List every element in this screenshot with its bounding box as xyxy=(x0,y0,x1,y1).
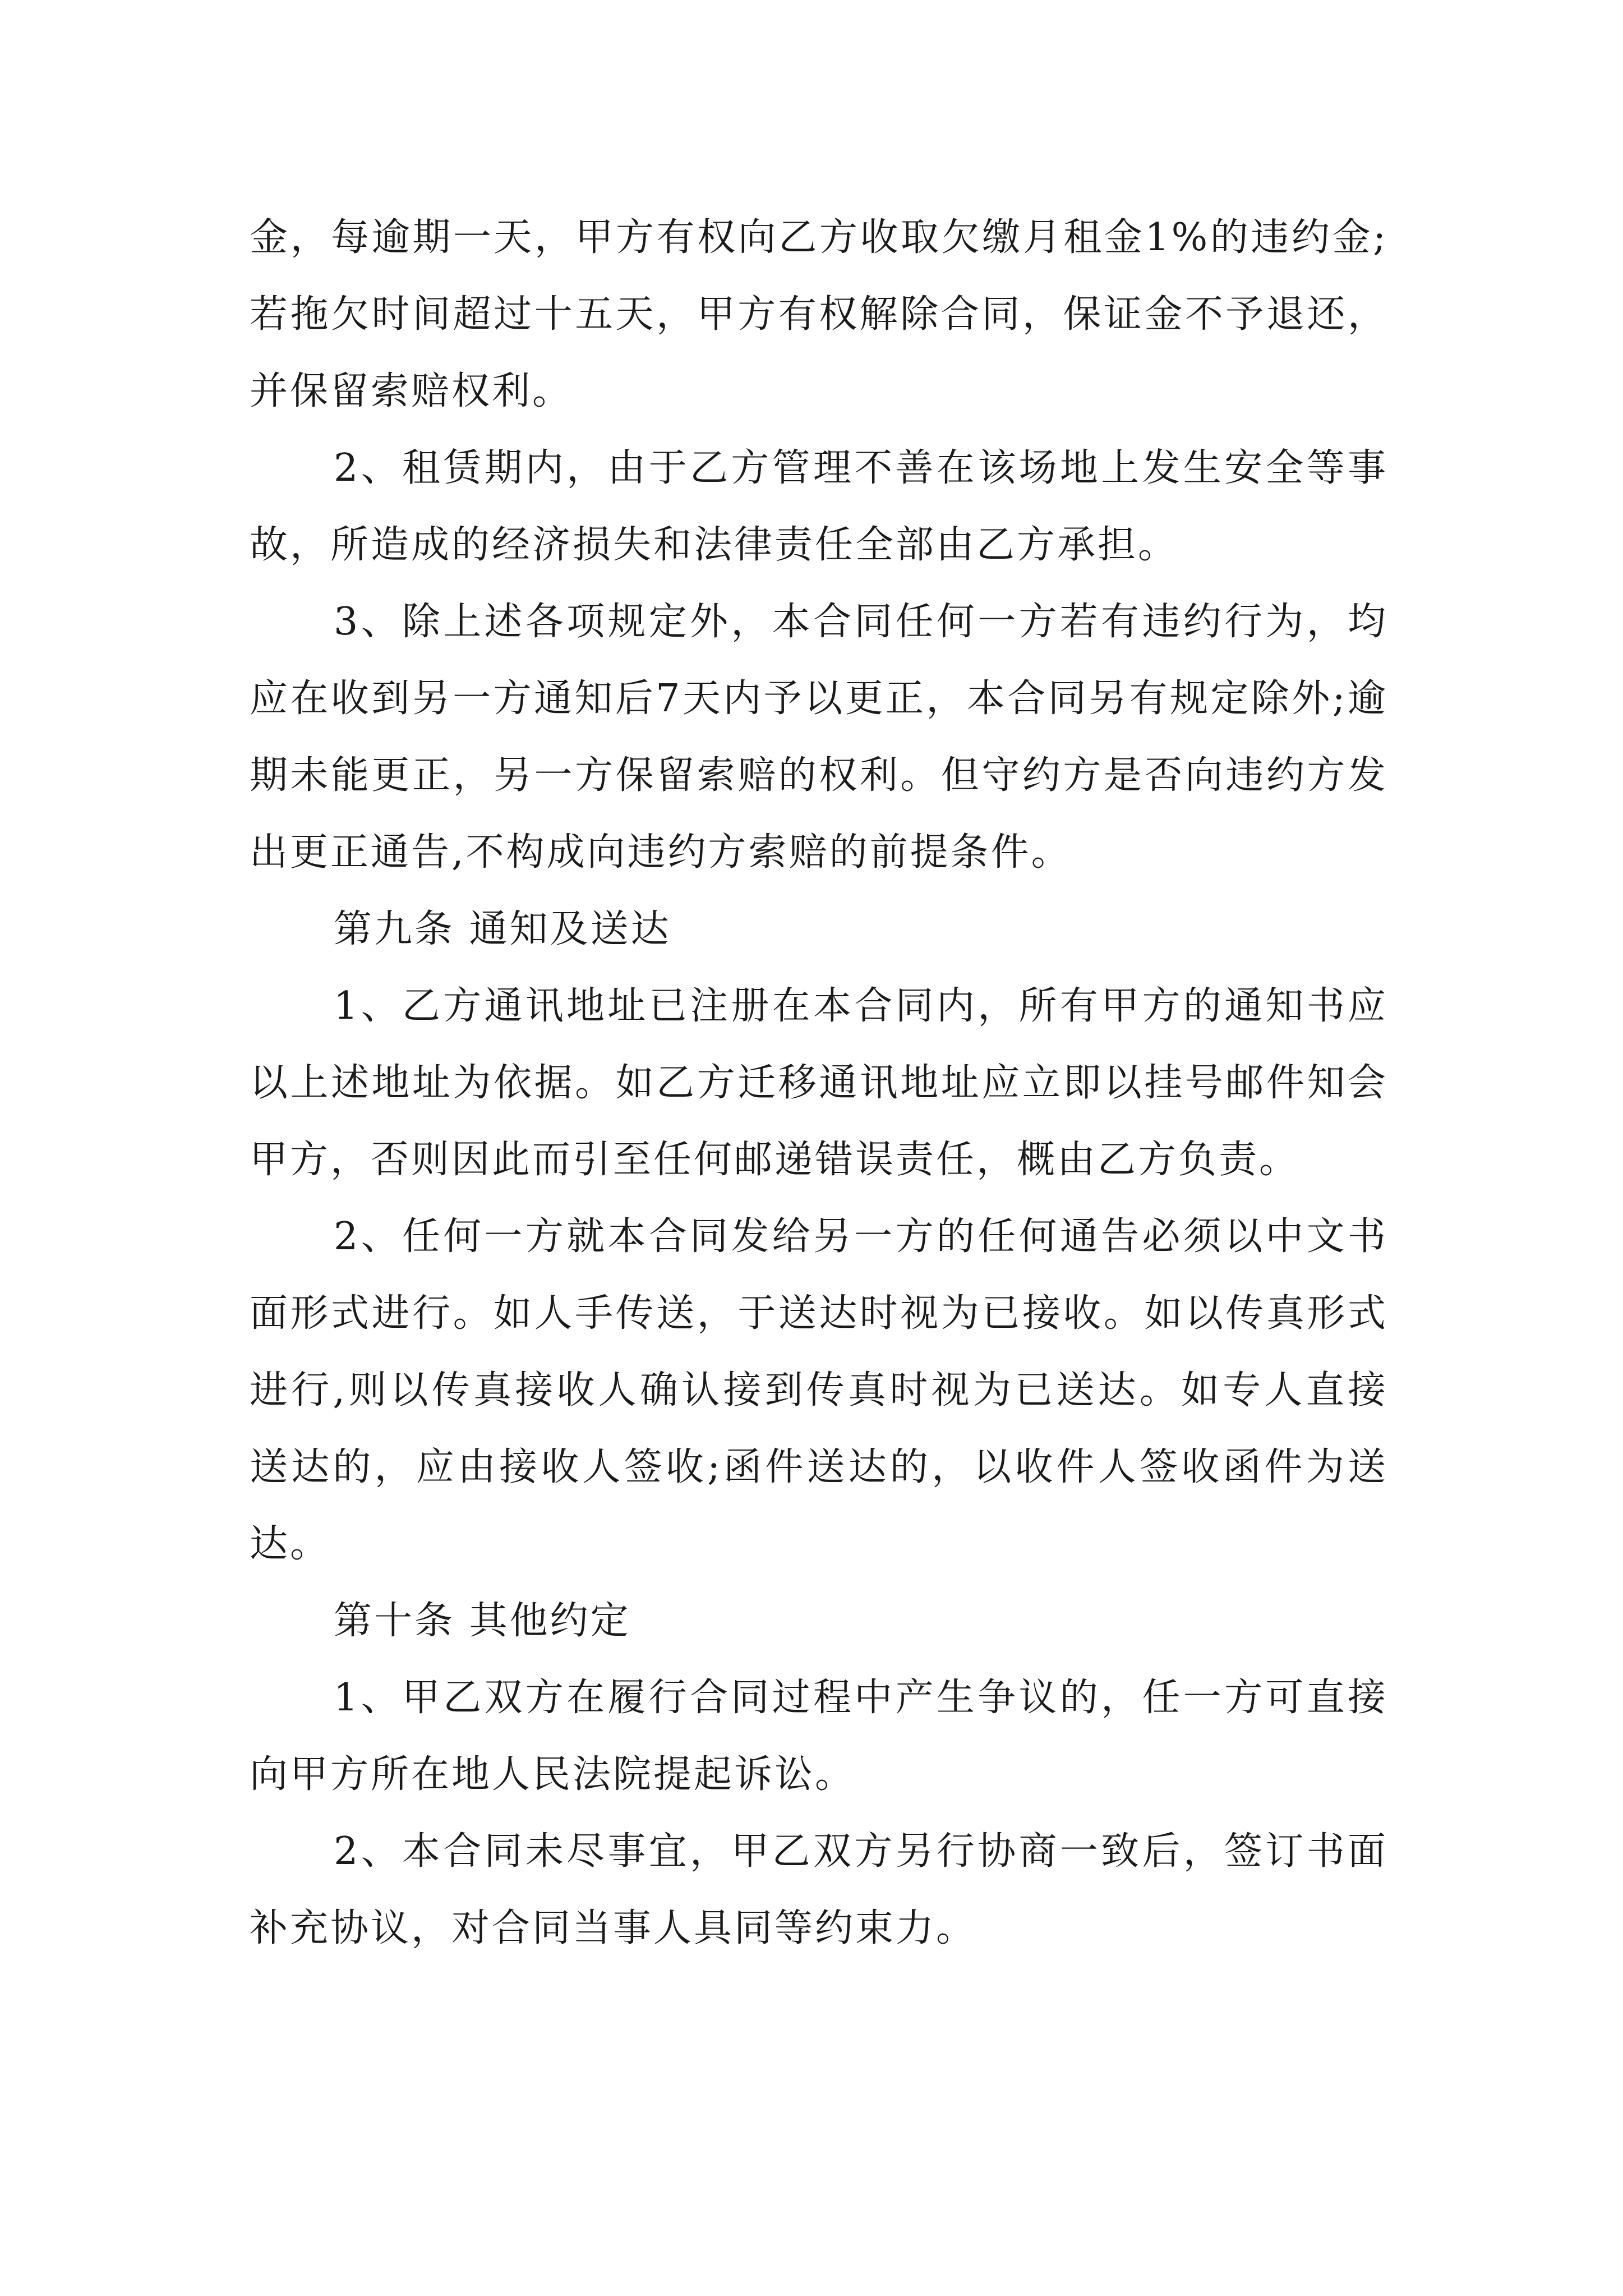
paragraph-continuation: 金，每逾期一天，甲方有权向乙方收取欠缴月租金1%的违约金;若拖欠时间超过十五天，甲方有权解除合同，保证金不予退还，并保留索赔权利。 xyxy=(250,215,1388,413)
document-body xyxy=(250,199,1388,1967)
heading-article-10: 第十条 其他约定 xyxy=(334,1599,631,1643)
heading-article-9: 第九条 通知及送达 xyxy=(334,907,671,951)
paragraph-article9-item2: 2、任何一方就本合同发给另一方的任何通告必须以中文书面形式进行。如人手传送，于送达时视为已接收。如以传真形式进行,则以传真接收人确认接到传真时视为已送达。如专人直接送达的，应由接收人签收;函件送达的，以收件人签收函件为送达。 xyxy=(250,1214,1388,1566)
paragraph-article10-item2: 2、本合同未尽事宜，甲乙双方另行协商一致后，签订书面补充协议，对合同当事人具同等约束力。 xyxy=(250,1829,1388,1950)
paragraph-article8-item3: 3、除上述各项规定外，本合同任何一方若有违约行为，均应在收到另一方通知后7天内予以更正，本合同另有规定除外;逾期未能更正，另一方保留索赔的权利。但守约方是否向违约方发出更正通告,不构成向违约方索赔的前提条件。 xyxy=(250,600,1388,875)
paragraph-article8-item2: 2、租赁期内，由于乙方管理不善在该场地上发生安全等事故，所造成的经济损失和法律责任全部由乙方承担。 xyxy=(250,446,1388,567)
paragraph-article9-item1: 1、乙方通讯地址已注册在本合同内，所有甲方的通知书应以上述地址为依据。如乙方迁移通讯地址应立即以挂号邮件知会甲方，否则因此而引至任何邮递错误责任，概由乙方负责。 xyxy=(250,984,1388,1182)
paragraph-article10-item1: 1、甲乙双方在履行合同过程中产生争议的，任一方可直接向甲方所在地人民法院提起诉讼。 xyxy=(250,1676,1388,1797)
